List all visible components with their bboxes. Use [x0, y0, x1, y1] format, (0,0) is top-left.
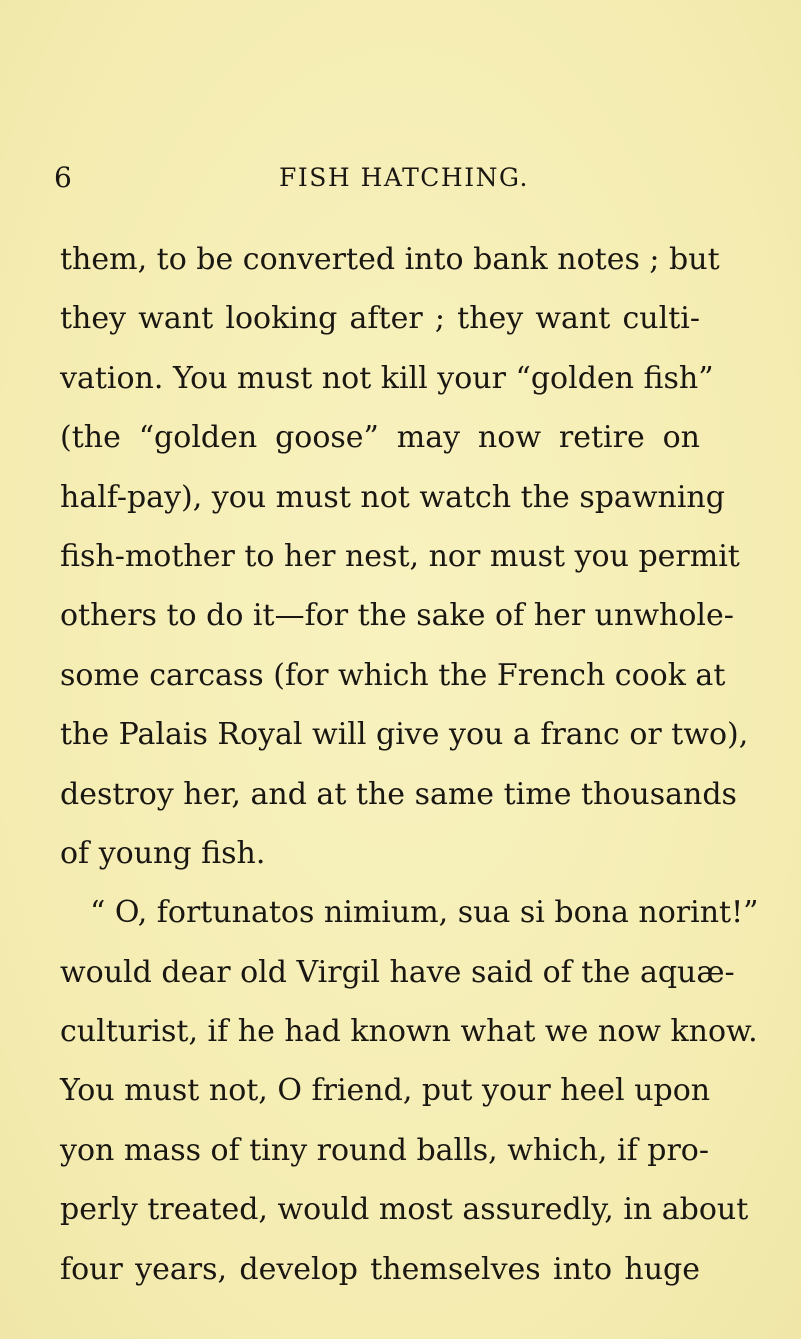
text-line: they want looking after ; they want culti- [60, 301, 700, 337]
text-line: them, to be converted into bank notes ; but [60, 242, 720, 277]
text-line: of young fish. [60, 835, 266, 871]
text-line: destroy her, and at the same time thousands [60, 776, 737, 812]
text-line: vation. You must not kill your “golden fish” [60, 360, 714, 396]
text-line: You must not, O friend, put your heel upon [60, 1073, 711, 1109]
text-line: perly treated, would most assuredly, in about [60, 1192, 749, 1228]
latin-quotation: “ O, fortunatos nimium, sua si bona norint!” [90, 895, 759, 931]
text-line: would dear old Virgil have said of the aquæ- [60, 954, 735, 990]
text-line: half-pay), you must not watch the spawning [60, 479, 725, 515]
text-line: the Palais Royal will give you a franc or two), [60, 717, 749, 753]
text-line: four years, develop themselves into huge [60, 1251, 700, 1287]
text-line: yon mass of tiny round balls, which, if pro- [60, 1132, 709, 1168]
running-title: FISH HATCHING. [279, 163, 529, 192]
page-number: 6 [54, 161, 72, 194]
text-line: others to do it—for the sake of her unwhole- [60, 598, 734, 634]
text-line: some carcass (for which the French cook at [60, 657, 726, 693]
page-header [54, 160, 754, 196]
body-text [60, 230, 759, 1299]
text-line: culturist, if he had known what we now know. [60, 1014, 758, 1050]
text-line: (the “golden goose” may now retire on [60, 420, 700, 456]
text-line: fish-mother to her nest, nor must you permit [60, 538, 740, 574]
